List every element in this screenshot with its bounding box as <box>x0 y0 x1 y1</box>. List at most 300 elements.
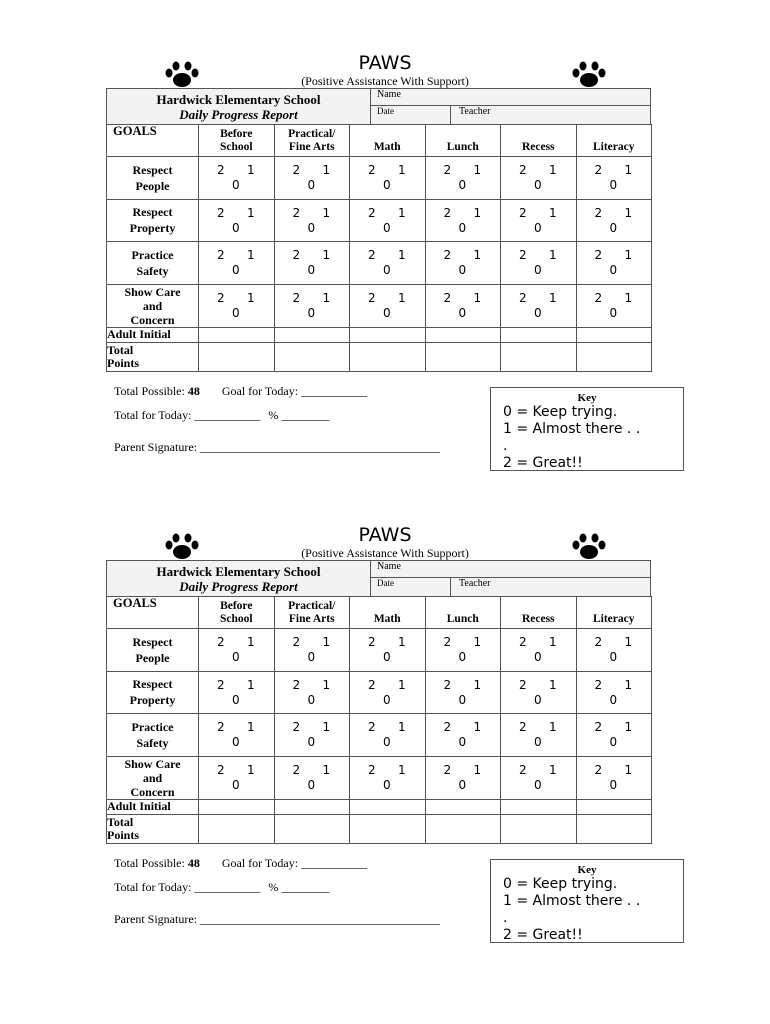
points-cell[interactable] <box>425 814 501 843</box>
score-0[interactable]: 0 <box>609 178 618 192</box>
goal-label-line: Concern <box>130 312 175 327</box>
score-1[interactable]: 1 <box>624 635 633 649</box>
score-1[interactable]: 1 <box>473 677 482 692</box>
score-1[interactable]: 1 <box>473 248 482 262</box>
score-cell[interactable] <box>576 671 652 714</box>
key-line: . <box>503 438 508 454</box>
score-cell[interactable] <box>199 242 275 285</box>
name-field[interactable]: Name <box>371 561 650 578</box>
score-cell[interactable] <box>274 629 350 672</box>
column-header-line2: Recess <box>521 613 555 625</box>
initial-cell[interactable] <box>425 327 501 342</box>
score-2[interactable]: 2 <box>292 635 301 649</box>
total-points-label <box>107 814 199 843</box>
goal-label <box>107 242 199 285</box>
score-2[interactable]: 2 <box>368 720 376 734</box>
score-1[interactable]: 1 <box>322 677 331 692</box>
key-box <box>490 387 684 471</box>
score-0[interactable]: 0 <box>232 777 240 792</box>
score-1[interactable]: 1 <box>322 290 331 305</box>
goal-label-line: Show Care <box>124 756 181 771</box>
score-0[interactable]: 0 <box>383 650 391 664</box>
score-cell[interactable] <box>576 242 652 285</box>
score-2[interactable]: 2 <box>519 163 527 177</box>
score-2[interactable]: 2 <box>594 163 603 177</box>
date-field[interactable]: Date <box>371 578 451 596</box>
column-header-line1: Before <box>220 128 253 140</box>
score-1[interactable]: 1 <box>247 248 255 262</box>
score-0[interactable]: 0 <box>307 735 316 749</box>
score-0[interactable]: 0 <box>458 178 467 192</box>
column-header-line2: Recess <box>521 141 555 153</box>
goal-label-line: Property <box>129 693 176 708</box>
goal-label-line: People <box>135 650 170 665</box>
score-cell[interactable] <box>199 157 275 200</box>
score-2[interactable]: 2 <box>368 205 376 220</box>
score-2[interactable]: 2 <box>443 762 452 777</box>
score-0[interactable]: 0 <box>307 650 316 664</box>
adult-initial-label: Adult Initial <box>107 799 199 814</box>
form-title: PAWS <box>358 524 412 546</box>
column-header-line2: Literacy <box>592 141 635 153</box>
score-cell[interactable] <box>501 199 577 242</box>
score-2[interactable]: 2 <box>519 635 527 649</box>
score-cell[interactable] <box>501 671 577 714</box>
goal-label-line: Practice <box>131 719 174 734</box>
score-1[interactable]: 1 <box>398 720 406 734</box>
key-line: 1 = Almost there . . <box>503 893 641 909</box>
total-possible-value: 48 <box>187 384 200 398</box>
score-1[interactable]: 1 <box>549 290 557 305</box>
score-0[interactable]: 0 <box>534 220 542 235</box>
goal-label <box>107 629 199 672</box>
score-1[interactable]: 1 <box>398 677 406 692</box>
points-cell[interactable] <box>350 814 426 843</box>
points-cell[interactable] <box>274 342 350 371</box>
score-cell[interactable] <box>350 157 426 200</box>
goal-label <box>107 284 199 327</box>
percent-field[interactable]: % ________ <box>268 880 330 894</box>
score-2[interactable]: 2 <box>519 677 527 692</box>
goal-label-line: and <box>142 770 163 785</box>
score-2[interactable]: 2 <box>443 720 452 734</box>
score-1[interactable]: 1 <box>322 205 331 220</box>
score-2[interactable]: 2 <box>594 290 603 305</box>
score-cell[interactable] <box>274 242 350 285</box>
score-2[interactable]: 2 <box>368 635 376 649</box>
score-cell[interactable] <box>199 714 275 757</box>
score-cell[interactable] <box>274 157 350 200</box>
score-1[interactable]: 1 <box>398 163 406 177</box>
score-1[interactable]: 1 <box>473 290 482 305</box>
goals-table <box>106 124 652 372</box>
score-0[interactable]: 0 <box>232 650 240 664</box>
percent-field[interactable]: % ________ <box>268 408 330 422</box>
score-1[interactable]: 1 <box>624 290 633 305</box>
score-2[interactable]: 2 <box>368 163 376 177</box>
score-cell[interactable] <box>576 756 652 799</box>
score-2[interactable]: 2 <box>519 205 527 220</box>
score-cell[interactable] <box>350 671 426 714</box>
score-cell[interactable] <box>199 756 275 799</box>
score-1[interactable]: 1 <box>624 205 633 220</box>
score-2[interactable]: 2 <box>292 677 301 692</box>
points-cell[interactable] <box>274 814 350 843</box>
score-2[interactable]: 2 <box>443 290 452 305</box>
score-cell[interactable] <box>501 756 577 799</box>
column-header <box>425 125 501 157</box>
form-subtitle: (Positive Assistance With Support) <box>301 74 469 88</box>
total-possible-label: Total Possible: <box>114 856 185 870</box>
score-2[interactable]: 2 <box>217 290 225 305</box>
score-0[interactable]: 0 <box>609 263 618 277</box>
score-1[interactable]: 1 <box>624 163 633 177</box>
initial-cell[interactable] <box>576 327 652 342</box>
column-header <box>576 597 652 629</box>
score-0[interactable]: 0 <box>458 650 467 664</box>
score-2[interactable]: 2 <box>217 762 225 777</box>
score-0[interactable]: 0 <box>458 692 467 707</box>
score-0[interactable]: 0 <box>383 305 391 320</box>
score-0[interactable]: 0 <box>307 692 316 707</box>
score-1[interactable]: 1 <box>398 635 406 649</box>
goal-label-line: People <box>135 178 170 193</box>
score-1[interactable]: 1 <box>398 290 406 305</box>
score-1[interactable]: 1 <box>549 720 557 734</box>
score-cell[interactable] <box>425 671 501 714</box>
score-0[interactable]: 0 <box>232 263 240 277</box>
paws-form <box>0 0 770 472</box>
score-2[interactable]: 2 <box>217 163 225 177</box>
goal-label <box>107 671 199 714</box>
goal-label-line: Safety <box>136 263 169 278</box>
score-cell[interactable] <box>350 242 426 285</box>
points-cell[interactable] <box>350 342 426 371</box>
points-cell[interactable] <box>576 342 652 371</box>
score-1[interactable]: 1 <box>624 720 633 734</box>
score-1[interactable]: 1 <box>247 635 255 649</box>
score-2[interactable]: 2 <box>368 762 376 777</box>
score-1[interactable]: 1 <box>624 248 633 262</box>
score-0[interactable]: 0 <box>534 305 542 320</box>
column-header <box>350 125 426 157</box>
score-cell[interactable] <box>501 629 577 672</box>
points-cell[interactable] <box>199 814 275 843</box>
score-2[interactable]: 2 <box>292 720 301 734</box>
initial-cell[interactable] <box>576 799 652 814</box>
column-header-line1: Practical/ <box>288 600 336 612</box>
score-0[interactable]: 0 <box>307 178 316 192</box>
score-0[interactable]: 0 <box>307 777 316 792</box>
score-2[interactable]: 2 <box>217 635 225 649</box>
score-0[interactable]: 0 <box>609 650 618 664</box>
goal-today-field[interactable]: Goal for Today: ___________ <box>221 384 368 398</box>
score-1[interactable]: 1 <box>398 248 406 262</box>
score-1[interactable]: 1 <box>624 762 633 777</box>
total-today-row <box>114 880 329 895</box>
score-0[interactable]: 0 <box>534 735 542 749</box>
score-2[interactable]: 2 <box>519 248 527 262</box>
score-2[interactable]: 2 <box>519 762 527 777</box>
score-cell[interactable] <box>501 157 577 200</box>
score-cell[interactable] <box>425 199 501 242</box>
score-2[interactable]: 2 <box>217 248 225 262</box>
score-0[interactable]: 0 <box>609 735 618 749</box>
score-cell[interactable] <box>350 629 426 672</box>
score-0[interactable]: 0 <box>534 263 542 277</box>
score-2[interactable]: 2 <box>217 720 225 734</box>
score-2[interactable]: 2 <box>292 163 301 177</box>
score-0[interactable]: 0 <box>458 305 467 320</box>
initial-cell[interactable] <box>425 799 501 814</box>
score-cell[interactable] <box>576 199 652 242</box>
paws-form <box>0 472 770 944</box>
score-0[interactable]: 0 <box>609 305 618 320</box>
parent-signature-field[interactable]: Parent Signature: ________________________________________ <box>114 912 440 926</box>
column-header <box>274 125 350 157</box>
score-2[interactable]: 2 <box>292 205 301 220</box>
score-0[interactable]: 0 <box>232 220 240 235</box>
score-0[interactable]: 0 <box>534 178 542 192</box>
score-2[interactable]: 2 <box>594 762 603 777</box>
date-field[interactable]: Date <box>371 106 451 124</box>
column-header-line2: Literacy <box>592 613 635 625</box>
score-2[interactable]: 2 <box>594 635 603 649</box>
key-line: 0 = Keep trying. <box>503 876 618 892</box>
score-1[interactable]: 1 <box>398 762 406 777</box>
score-1[interactable]: 1 <box>322 248 331 262</box>
score-cell[interactable] <box>199 199 275 242</box>
column-header <box>350 597 426 629</box>
score-1[interactable]: 1 <box>247 720 255 734</box>
score-1[interactable]: 1 <box>247 762 255 777</box>
score-cell[interactable] <box>501 242 577 285</box>
total-today-field[interactable]: Total for Today: ___________ <box>114 880 261 894</box>
score-cell[interactable] <box>425 284 501 327</box>
column-header-line1: Practical/ <box>288 128 336 140</box>
score-1[interactable]: 1 <box>549 762 557 777</box>
total-points-line: Points <box>107 355 140 370</box>
score-1[interactable]: 1 <box>549 248 557 262</box>
school-name: Hardwick Elementary School <box>156 564 321 579</box>
score-0[interactable]: 0 <box>609 777 618 792</box>
points-cell[interactable] <box>199 342 275 371</box>
score-2[interactable]: 2 <box>217 677 225 692</box>
points-cell[interactable] <box>501 814 577 843</box>
score-0[interactable]: 0 <box>534 777 542 792</box>
goal-today-field[interactable]: Goal for Today: ___________ <box>221 856 368 870</box>
score-2[interactable]: 2 <box>443 163 452 177</box>
name-field[interactable]: Name <box>371 89 650 106</box>
score-2[interactable]: 2 <box>594 248 603 262</box>
score-cell[interactable] <box>274 671 350 714</box>
score-1[interactable]: 1 <box>473 720 482 734</box>
score-cell[interactable] <box>425 629 501 672</box>
total-points-line: Points <box>107 827 140 842</box>
score-cell[interactable] <box>576 157 652 200</box>
score-1[interactable]: 1 <box>322 635 331 649</box>
score-2[interactable]: 2 <box>443 677 452 692</box>
initial-cell[interactable] <box>199 799 275 814</box>
parent-signature-field[interactable]: Parent Signature: ________________________________________ <box>114 440 440 454</box>
goal-label-line: Practice <box>131 247 174 262</box>
goal-label-line: Respect <box>132 677 173 692</box>
score-0[interactable]: 0 <box>534 650 542 664</box>
total-possible-row <box>114 384 367 399</box>
goal-label-line: Respect <box>132 205 173 220</box>
score-cell[interactable] <box>425 242 501 285</box>
total-possible-value: 48 <box>187 856 200 870</box>
score-1[interactable]: 1 <box>473 205 482 220</box>
score-cell[interactable] <box>425 756 501 799</box>
goal-label-line: Show Care <box>124 284 181 299</box>
score-1[interactable]: 1 <box>549 635 557 649</box>
score-0[interactable]: 0 <box>307 263 316 277</box>
points-cell[interactable] <box>425 342 501 371</box>
initial-cell[interactable] <box>274 327 350 342</box>
score-2[interactable]: 2 <box>519 720 527 734</box>
score-cell[interactable] <box>350 284 426 327</box>
total-points-line: Total <box>107 342 134 357</box>
score-2[interactable]: 2 <box>292 248 301 262</box>
score-2[interactable]: 2 <box>368 290 376 305</box>
score-0[interactable]: 0 <box>609 220 618 235</box>
score-cell[interactable] <box>274 199 350 242</box>
goal-label-line: Respect <box>132 634 173 649</box>
goal-label-line: Concern <box>130 784 175 799</box>
score-1[interactable]: 1 <box>549 205 557 220</box>
points-cell[interactable] <box>576 814 652 843</box>
score-2[interactable]: 2 <box>217 205 225 220</box>
score-0[interactable]: 0 <box>458 263 467 277</box>
column-header-line2: Fine Arts <box>288 613 335 625</box>
score-cell[interactable] <box>274 714 350 757</box>
column-header-line2: School <box>219 141 253 153</box>
score-1[interactable]: 1 <box>247 163 255 177</box>
score-2[interactable]: 2 <box>594 720 603 734</box>
score-1[interactable]: 1 <box>322 163 331 177</box>
score-2[interactable]: 2 <box>443 248 452 262</box>
score-1[interactable]: 1 <box>473 762 482 777</box>
score-1[interactable]: 1 <box>322 762 331 777</box>
school-name: Hardwick Elementary School <box>156 92 321 107</box>
score-1[interactable]: 1 <box>247 290 255 305</box>
score-0[interactable]: 0 <box>534 692 542 707</box>
total-points-label <box>107 342 199 371</box>
total-today-row <box>114 408 329 423</box>
score-0[interactable]: 0 <box>383 263 391 277</box>
score-cell[interactable] <box>274 756 350 799</box>
points-cell[interactable] <box>501 342 577 371</box>
score-0[interactable]: 0 <box>458 777 467 792</box>
form-subtitle: (Positive Assistance With Support) <box>301 546 469 560</box>
initial-cell[interactable] <box>199 327 275 342</box>
goal-label <box>107 199 199 242</box>
score-cell[interactable] <box>199 629 275 672</box>
score-0[interactable]: 0 <box>232 305 240 320</box>
score-1[interactable]: 1 <box>247 205 255 220</box>
goal-label-line: Safety <box>136 735 169 750</box>
score-1[interactable]: 1 <box>549 163 557 177</box>
score-cell[interactable] <box>199 671 275 714</box>
score-2[interactable]: 2 <box>443 635 452 649</box>
paw-print-icon <box>164 532 200 560</box>
score-1[interactable]: 1 <box>398 205 406 220</box>
score-1[interactable]: 1 <box>473 163 482 177</box>
total-possible-label: Total Possible: <box>114 384 185 398</box>
score-0[interactable]: 0 <box>307 305 316 320</box>
score-2[interactable]: 2 <box>368 248 376 262</box>
initial-cell[interactable] <box>501 799 577 814</box>
score-2[interactable]: 2 <box>443 205 452 220</box>
key-box <box>490 859 684 943</box>
score-cell[interactable] <box>350 756 426 799</box>
initial-cell[interactable] <box>350 327 426 342</box>
teacher-field[interactable]: Teacher <box>451 106 650 124</box>
score-cell[interactable] <box>199 284 275 327</box>
score-0[interactable]: 0 <box>458 220 467 235</box>
score-cell[interactable] <box>350 199 426 242</box>
score-1[interactable]: 1 <box>247 677 255 692</box>
score-cell[interactable] <box>576 714 652 757</box>
score-2[interactable]: 2 <box>368 677 376 692</box>
score-cell[interactable] <box>576 284 652 327</box>
score-cell[interactable] <box>350 714 426 757</box>
score-1[interactable]: 1 <box>549 677 557 692</box>
score-0[interactable]: 0 <box>383 220 391 235</box>
score-cell[interactable] <box>501 284 577 327</box>
goals-header: GOALS <box>107 125 199 157</box>
score-0[interactable]: 0 <box>232 178 240 192</box>
score-cell[interactable] <box>576 629 652 672</box>
score-1[interactable]: 1 <box>322 720 331 734</box>
score-2[interactable]: 2 <box>519 290 527 305</box>
form-title: PAWS <box>358 52 412 74</box>
initial-cell[interactable] <box>350 799 426 814</box>
score-0[interactable]: 0 <box>458 735 467 749</box>
total-today-field[interactable]: Total for Today: ___________ <box>114 408 261 422</box>
initial-cell[interactable] <box>274 799 350 814</box>
score-0[interactable]: 0 <box>383 692 391 707</box>
score-0[interactable]: 0 <box>383 777 391 792</box>
column-header <box>274 597 350 629</box>
key-line: 1 = Almost there . . <box>503 421 641 437</box>
score-1[interactable]: 1 <box>624 677 633 692</box>
score-1[interactable]: 1 <box>473 635 482 649</box>
paw-print-icon <box>571 60 607 88</box>
initial-cell[interactable] <box>501 327 577 342</box>
score-cell[interactable] <box>501 714 577 757</box>
score-0[interactable]: 0 <box>232 735 240 749</box>
score-2[interactable]: 2 <box>594 677 603 692</box>
score-cell[interactable] <box>425 157 501 200</box>
score-0[interactable]: 0 <box>609 692 618 707</box>
score-2[interactable]: 2 <box>292 290 301 305</box>
score-0[interactable]: 0 <box>232 692 240 707</box>
teacher-field[interactable]: Teacher <box>451 578 650 596</box>
score-0[interactable]: 0 <box>383 178 391 192</box>
score-cell[interactable] <box>425 714 501 757</box>
goal-label <box>107 756 199 799</box>
column-header-line2: Math <box>373 141 401 153</box>
score-0[interactable]: 0 <box>383 735 391 749</box>
score-2[interactable]: 2 <box>292 762 301 777</box>
score-2[interactable]: 2 <box>594 205 603 220</box>
key-line: 2 = Great!! <box>503 927 583 943</box>
score-cell[interactable] <box>274 284 350 327</box>
report-title: Daily Progress Report <box>179 579 298 594</box>
score-0[interactable]: 0 <box>307 220 316 235</box>
